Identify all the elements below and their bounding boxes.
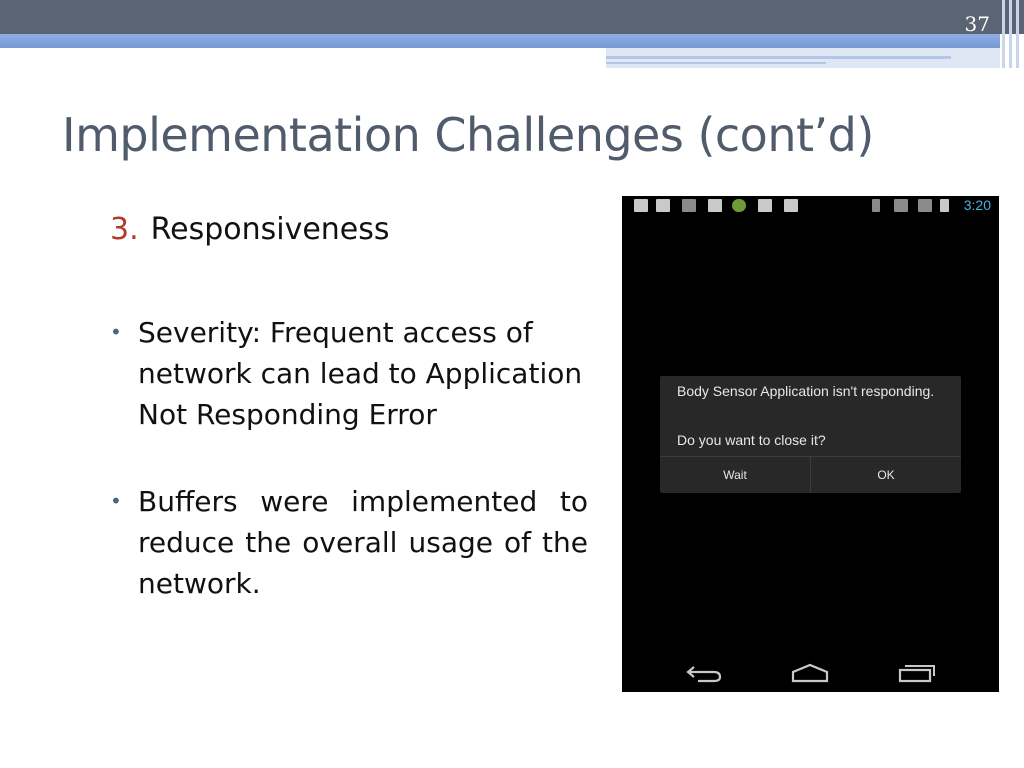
header-vertical-line [1016, 0, 1019, 68]
home-icon[interactable] [790, 662, 830, 684]
slide-title: Implementation Challenges (cont’d) [62, 108, 874, 162]
header-line [606, 62, 826, 64]
signal-icon [918, 199, 932, 212]
notification-icon [708, 199, 722, 212]
status-time: 3:20 [963, 197, 991, 213]
recent-apps-icon[interactable] [896, 662, 936, 684]
anr-dialog [660, 376, 961, 493]
image-icon [656, 199, 670, 212]
bullet-icon: • [110, 320, 122, 344]
slide-number: 37 [964, 12, 990, 36]
header-band-blue [0, 34, 1000, 48]
wait-button[interactable]: Wait [723, 468, 747, 482]
section-title: Responsiveness [150, 212, 390, 247]
header-band-dark [0, 0, 1024, 34]
bullet-icon: • [110, 489, 122, 513]
bullet-item [110, 481, 590, 604]
ok-button[interactable]: OK [877, 468, 895, 482]
nav-bar [622, 656, 999, 692]
bullet-text: Buffers were implemented to reduce the overall usage of the network. [138, 485, 588, 600]
android-icon [732, 199, 746, 212]
battery-icon [940, 199, 949, 212]
android-icon [758, 199, 772, 212]
alarm-icon [894, 199, 908, 212]
status-bar [622, 196, 999, 216]
header-vertical-line [1009, 0, 1012, 68]
camera-icon [784, 199, 798, 212]
dialog-question: Do you want to close it? [677, 432, 826, 448]
bullet-item [110, 312, 590, 435]
phone-screenshot [622, 196, 999, 692]
bullet-text: Severity: Frequent access of network can lead to Application Not Responding Error [138, 316, 583, 431]
header-vertical-line [1002, 0, 1005, 68]
bluetooth-icon [872, 199, 880, 212]
notification-icon [682, 199, 696, 212]
download-icon [634, 199, 648, 212]
back-icon[interactable] [684, 662, 724, 684]
header-line [606, 56, 951, 59]
dialog-message: Body Sensor Application isn't responding. [677, 383, 935, 399]
section-heading [110, 212, 390, 247]
bullet-list [110, 312, 590, 650]
section-number: 3. [110, 212, 139, 247]
